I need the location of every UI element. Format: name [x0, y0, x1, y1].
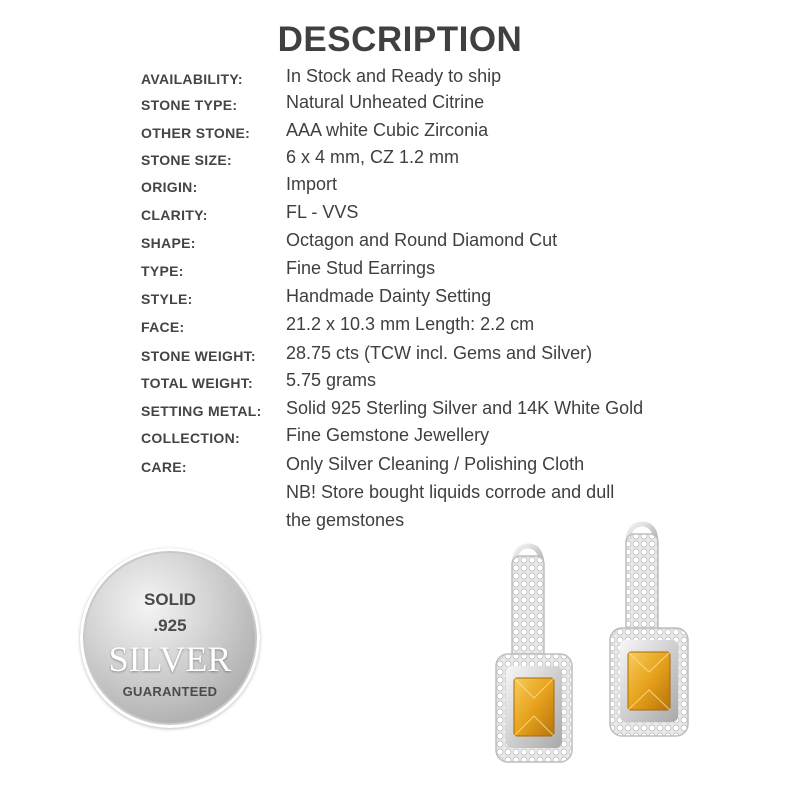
spec-value: Fine Stud Earrings [286, 258, 436, 278]
badge-solid-text: SOLID [144, 590, 196, 609]
right-earring [610, 524, 688, 736]
spec-value: 28.75 cts (TCW incl. Gems and Silver) [286, 343, 593, 363]
spec-value: 6 x 4 mm, CZ 1.2 mm [286, 147, 460, 167]
spec-label: CLARITY: [141, 207, 208, 223]
care-note-line: the gemstones [286, 510, 405, 530]
left-earring [496, 546, 572, 762]
spec-value: AAA white Cubic Zirconia [286, 120, 489, 140]
spec-value: Only Silver Cleaning / Polishing Cloth [286, 454, 585, 474]
spec-value: Solid 925 Sterling Silver and 14K White Gold [286, 398, 644, 418]
spec-label: STONE TYPE: [141, 97, 238, 113]
badge-silver-text: SILVER [108, 639, 232, 679]
spec-label: FACE: [141, 319, 185, 335]
spec-label: AVAILABILITY: [141, 71, 243, 87]
spec-label: COLLECTION: [141, 430, 240, 446]
page-title: DESCRIPTION [277, 20, 523, 59]
earrings-product-photo [488, 516, 748, 796]
spec-label: SHAPE: [141, 235, 196, 251]
spec-value: Octagon and Round Diamond Cut [286, 230, 558, 250]
spec-value: FL - VVS [286, 202, 359, 222]
spec-label: STONE SIZE: [141, 152, 232, 168]
spec-label: ORIGIN: [141, 179, 198, 195]
spec-label: TOTAL WEIGHT: [141, 375, 254, 391]
spec-value: 21.2 x 10.3 mm Length: 2.2 cm [286, 314, 535, 334]
spec-value: Import [286, 174, 338, 194]
spec-label: OTHER STONE: [141, 125, 251, 141]
spec-value: 5.75 grams [286, 370, 377, 390]
spec-value: Natural Unheated Citrine [286, 92, 485, 112]
spec-value: Handmade Dainty Setting [286, 286, 492, 306]
spec-label: CARE: [141, 459, 187, 475]
spec-label: STYLE: [141, 291, 193, 307]
badge-925-text: .925 [153, 616, 187, 635]
badge-guaranteed-text: GUARANTEED [122, 684, 218, 699]
spec-label: STONE WEIGHT: [141, 348, 256, 364]
silver-guarantee-badge [80, 548, 260, 728]
spec-label: TYPE: [141, 263, 184, 279]
care-note-line: NB! Store bought liquids corrode and dull [286, 482, 615, 502]
spec-value: In Stock and Ready to ship [286, 66, 502, 86]
spec-value: Fine Gemstone Jewellery [286, 425, 490, 445]
spec-label: SETTING METAL: [141, 403, 262, 419]
